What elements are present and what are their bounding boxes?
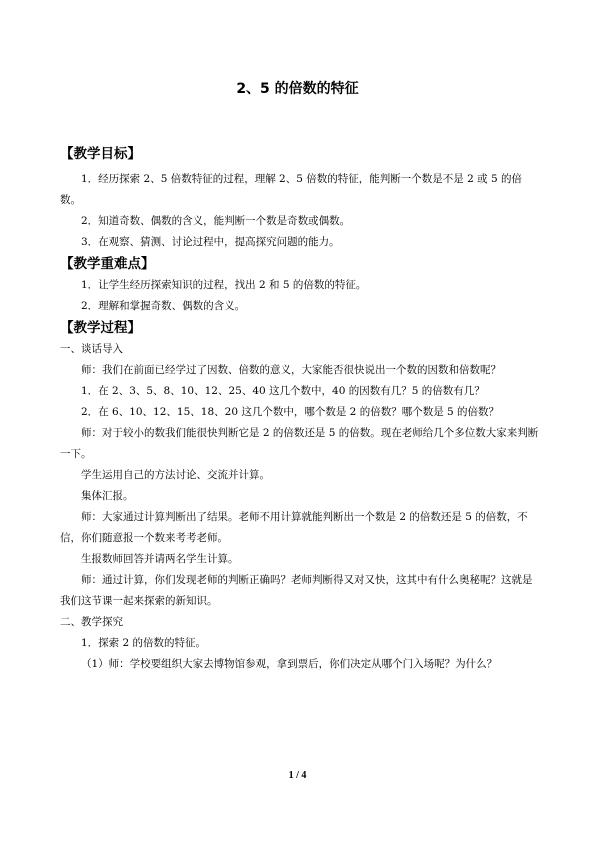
process-paragraph: 生报数师回答并请两名学生计算。 xyxy=(81,553,239,565)
page-number: 1 / 4 xyxy=(288,770,307,781)
process-paragraph: 集体汇报。 xyxy=(81,490,134,502)
section-heading-goals: 【教学目标】 xyxy=(60,146,141,162)
key-point-item: 2．理解和掌握奇数、偶数的含义。 xyxy=(81,300,246,312)
process-paragraph: 师：对于较小的数我们能很快判断它是 2 的倍数还是 5 的倍数。现在老师给几个多位数大家来判断一下。 xyxy=(60,427,539,460)
process-part-title: 一、谈话导入 xyxy=(60,343,123,355)
section-heading-key-points: 【教学重难点】 xyxy=(60,256,155,272)
process-paragraph: 师：通过计算，你们发现老师的判断正确吗？老师判断得又对又快，这其中有什么奥秘呢？这就是我们这节课一起来探索的新知识。 xyxy=(60,574,533,607)
goal-item: 2．知道奇数、偶数的含义，能判断一个数是奇数或偶数。 xyxy=(81,215,351,227)
goal-item: 1．经历探索 2、5 倍数特征的过程，理解 2、5 倍数的特征，能判断一个数是不是 2 或 5 的倍数。 xyxy=(60,173,522,206)
process-paragraph: 1．探索 2 的倍数的特征。 xyxy=(81,637,207,649)
goal-item: 3．在观察、猜测、讨论过程中，提高探究问题的能力。 xyxy=(81,236,340,248)
process-paragraph: 师：大家通过计算判断出了结果。老师不用计算就能判断出一个数是 2 的倍数还是 5 的倍数，不信，你们随意报一个数来考考老师。 xyxy=(60,511,528,544)
process-part-title: 二、教学探究 xyxy=(60,616,123,628)
process-paragraph: 2．在 6、10、12、15、18、20 这几个数中，哪个数是 2 的倍数？哪个数是 5 的倍数？ xyxy=(81,406,500,418)
process-paragraph: 学生运用自己的方法讨论、交流并计算。 xyxy=(81,469,270,481)
key-point-item: 1．让学生经历探索知识的过程，找出 2 和 5 的倍数的特征。 xyxy=(81,279,367,291)
section-heading-process: 【教学过程】 xyxy=(60,320,141,336)
process-paragraph: （1）师：学校要组织大家去博物馆参观，拿到票后，你们决定从哪个门入场呢？为什么？ xyxy=(81,658,498,670)
document-body xyxy=(60,143,540,675)
document-title: 2、5 的倍数的特征 xyxy=(236,81,359,97)
process-paragraph: 师：我们在前面已经学过了因数、倍数的意义，大家能否很快说出一个数的因数和倍数呢？ xyxy=(81,364,501,376)
process-paragraph: 1．在 2、3、5、8、10、12、25、40 这几个数中，40 的因数有几？5 的倍数有几？ xyxy=(81,385,485,397)
